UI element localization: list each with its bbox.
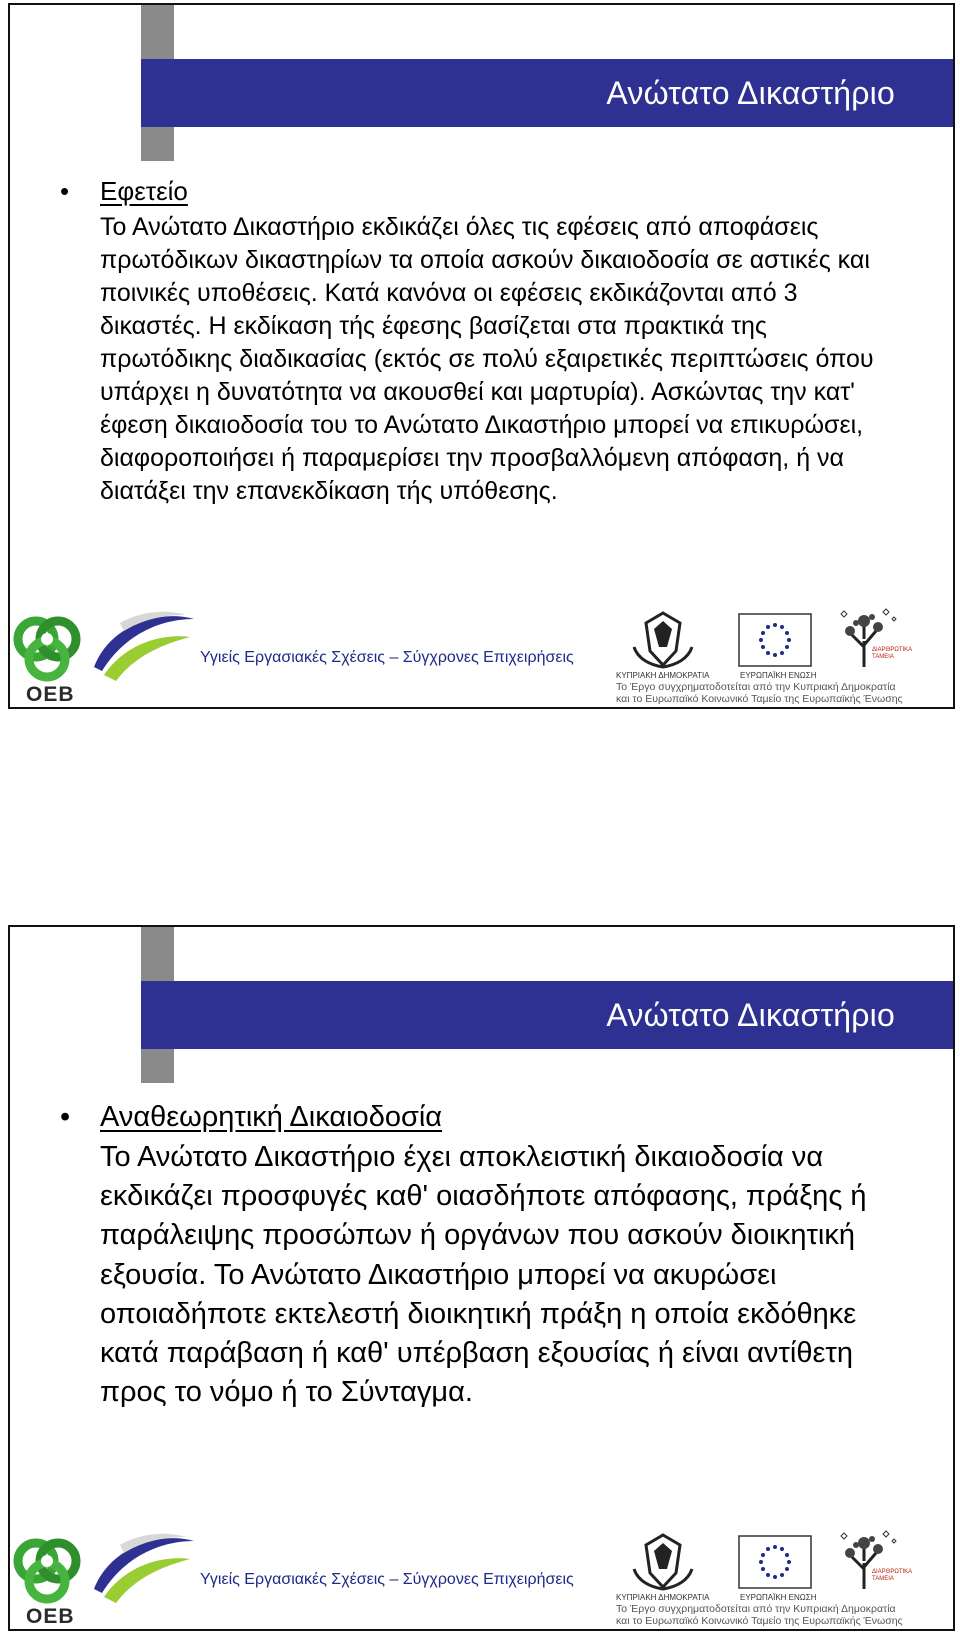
oeb-logo-text: OEB — [26, 1605, 75, 1628]
swoosh-logo-icon — [90, 605, 200, 685]
section-heading: Αναθεωρητική Δικαιοδοσία — [100, 1101, 443, 1133]
bullet-icon: • — [60, 176, 70, 206]
bullet-item — [60, 1099, 893, 1135]
slide-content — [60, 175, 893, 508]
slide-2 — [8, 925, 955, 1631]
cofunding-notice — [616, 681, 951, 705]
emblem-label: ΚΥΠΡΙΑΚΗ ΔΗΜΟΚΡΑΤΙΑ — [616, 671, 710, 680]
eu-label: ΕΥΡΩΠΑΪΚΗ ΕΝΩΣΗ — [740, 1593, 817, 1602]
cofunding-line-1: Το Έργο συγχρηματοδοτείται από την Κυπριακή Δημοκρατία — [616, 681, 896, 693]
bullet-icon: • — [60, 1101, 71, 1133]
section-heading: Εφετείο — [100, 176, 188, 206]
cofunding-line-2: και το Ευρωπαϊκό Κοινωνικό Ταμείο της Ευρωπαϊκής Ένωσης — [616, 1615, 903, 1627]
bullet-item — [60, 175, 893, 207]
grey-accent-bar-top — [141, 927, 174, 981]
cyprus-emblem-icon — [620, 1529, 706, 1595]
cyprus-emblem-icon — [620, 607, 706, 673]
eu-flag-icon — [738, 1535, 812, 1589]
slide-content — [60, 1099, 893, 1412]
section-body: Το Ανώτατο Δικαστήριο εκδικάζει όλες τις εφέσεις από αποφάσεις πρωτόδικων δικαστηρίων τα οποία ασκούν δικαιοδοσία σε αστικές και ποινικές υποθέσεις. Κατά κανόνα οι εφέσεις εκδικάζονται από 3 δικαστές. Η εκδίκαση τής έφεσης βασίζεται στα πρακτικά της πρωτόδικης διαδικασίας (εκτός σε πολύ εξαιρετικές περιπτώσεις όπου υπάρχει η δυνατότητα να ακουσθεί και μαρτυρία). Ασκώντας την κατ' έφεση δικαιοδοσία του το Ανώτατο Δικαστήριο μπορεί να επικυρώσει, διαφοροποιήσει ή παραμερίσει την προσβαλλόμενη απόφαση, ή να διατάξει την επανεκδίκαση τής υπόθεσης. — [100, 213, 874, 505]
slide-title: Ανώτατο Δικαστήριο — [606, 997, 895, 1033]
cofunding-notice — [616, 1603, 951, 1627]
title-band — [141, 59, 953, 127]
grey-accent-bar-bottom — [141, 1049, 174, 1083]
oeb-logo-text: OEB — [26, 683, 75, 706]
emblem-label: ΚΥΠΡΙΑΚΗ ΔΗΜΟΚΡΑΤΙΑ — [616, 1593, 710, 1602]
footer-tagline: Υγιείς Εργασιακές Σχέσεις – Σύγχρονες Επιχειρήσεις — [200, 1571, 574, 1588]
section-body: Το Ανώτατο Δικαστήριο έχει αποκλειστική δικαιοδοσία να εκδικάζει προσφυγές καθ' οιασδήποτε απόφασης, πράξης ή παράλειψης προσώπων ή οργάνων που ασκούν διοικητική εξουσία. Το Ανώτατο Δικαστήριο μπορεί να ακυρώσει οποιαδήποτε εκτελεστή διοικητική πράξη η οποία εκδόθηκε κατά παράβαση ή καθ' υπέρβαση εξουσίας ή είναι αντίθετη προς το νόμο ή το Σύνταγμα. — [100, 1141, 867, 1409]
tree-label: ΔΙΑΡΘΡΩΤΙΚΑ ΤΑΜΕΙΑ — [872, 647, 912, 660]
cofunding-line-1: Το Έργο συγχρηματοδοτείται από την Κυπριακή Δημοκρατία — [616, 1603, 896, 1615]
slide-1 — [8, 3, 955, 709]
footer-tagline: Υγιείς Εργασιακές Σχέσεις – Σύγχρονες Επιχειρήσεις — [200, 649, 574, 666]
grey-accent-bar-bottom — [141, 127, 174, 161]
eu-label: ΕΥΡΩΠΑΪΚΗ ΕΝΩΣΗ — [740, 671, 817, 680]
swoosh-logo-icon — [90, 1527, 200, 1607]
slide-footer — [10, 605, 953, 707]
grey-accent-bar-top — [141, 5, 174, 59]
cofunding-line-2: και το Ευρωπαϊκό Κοινωνικό Ταμείο της Ευρωπαϊκής Ένωσης — [616, 693, 903, 705]
title-band — [141, 981, 953, 1049]
slide-footer — [10, 1527, 953, 1629]
slide-title: Ανώτατο Δικαστήριο — [606, 75, 895, 111]
tree-label: ΔΙΑΡΘΡΩΤΙΚΑ ΤΑΜΕΙΑ — [872, 1569, 912, 1582]
eu-flag-icon — [738, 613, 812, 667]
